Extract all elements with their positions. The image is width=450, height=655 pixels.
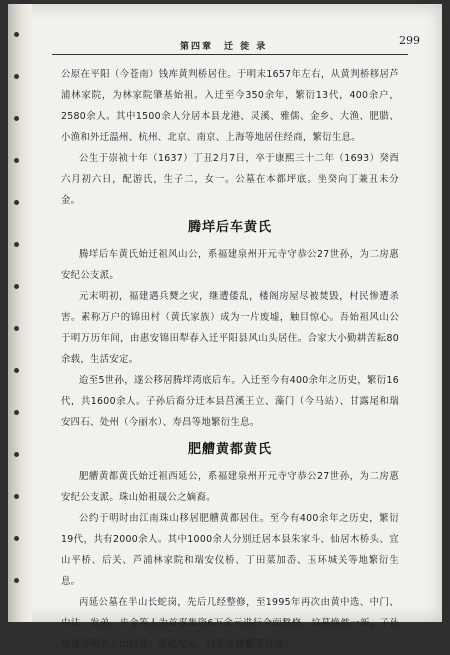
paragraph: 腾垟后车黄氏始迁祖风山公，系福建泉州开元寺守恭公27世孙，为二房惠安纪公支派。 bbox=[61, 249, 399, 281]
section-title: 肥艚黄都黄氏 bbox=[187, 442, 272, 457]
paragraph: 元末明初，福建遇兵燹之灾，继遭倭乱，楼阁房屋尽被焚毁，村民惨遭杀害。素称万户的锦田村（黄氏家族）成为一片废墟，触目惊心。吾始祖风山公于明万历年间，由惠安锦田犁春入迁平阳县风山头居住。合家大小勤耕苦耘80余载，生活安定。 bbox=[61, 291, 399, 365]
spiral-binding bbox=[8, 4, 32, 622]
paragraph: 公原在平阳（今苍南）钱库黄判桥居住。于明末1657年左右，从黄判桥移居芦浦林家院，为林家院肇基始祖。入迁至今350余年，繁衍13代，400余户，2580余人。其中1500余人分居本县龙港、灵溪、雅儒、金乡、大渔、肥腊、小渔和外迁温州、杭州、北京、南京、上海等地居住经商，繁衍生息。 bbox=[61, 69, 399, 143]
paragraph: 公约于明时由江南珠山移居肥艚黄都居住。至今有400余年之历史，繁衍19代，共有2000余人。其中1000余人分别迁居本县朱家斗、仙居木桥头、宜山平桥、后关、芦浦林家院和瑞安仪桥、丁田菜加岙、玉环城关等地繁衍生息。 bbox=[61, 513, 399, 587]
paragraph: 公生于崇祯十年（1637）丁丑2月7日，卒于康熙三十二年（1693）癸酉六月初六日，配游氏，生子二，女一。公墓在本都坪底。坐癸向丁兼丑未分金。 bbox=[61, 153, 399, 206]
page-body bbox=[61, 64, 399, 655]
paragraph: 迨至5世孙，遂公移居腾垟湾底后车。入迁至今有400余年之历史，繁衍16代，共1600余人。子孙后裔分迁本县莒溪王立、藻门（今马站）、甘露尾和瑞安四石、处州（今丽水）、寿昌等地繁衍生息。 bbox=[61, 375, 399, 428]
section-title: 腾垟后车黄氏 bbox=[187, 220, 272, 235]
chapter-title: 第四章 迁 徙 录 bbox=[180, 42, 268, 52]
paragraph: 丙延公墓在半山长蛇岗，先后几经整修，至1995年再次由黄中选、中门、中法、发弟、步金等人为首事集资6万余元进行全面整修，坟墓焕然一新。子孙每逢清明节上山扫墓，祭祀先灵，以祈全族繁荣昌盛。 bbox=[61, 597, 399, 650]
page-number: 299 bbox=[399, 34, 420, 47]
document-page bbox=[8, 4, 442, 650]
paragraph: 肥艚黄都黄氏始迁祖西延公，系福建泉州开元寺守恭公27世孙，为二房惠安纪公支派。珠山始祖晟公之嫡裔。 bbox=[61, 471, 399, 503]
running-header bbox=[52, 34, 420, 55]
